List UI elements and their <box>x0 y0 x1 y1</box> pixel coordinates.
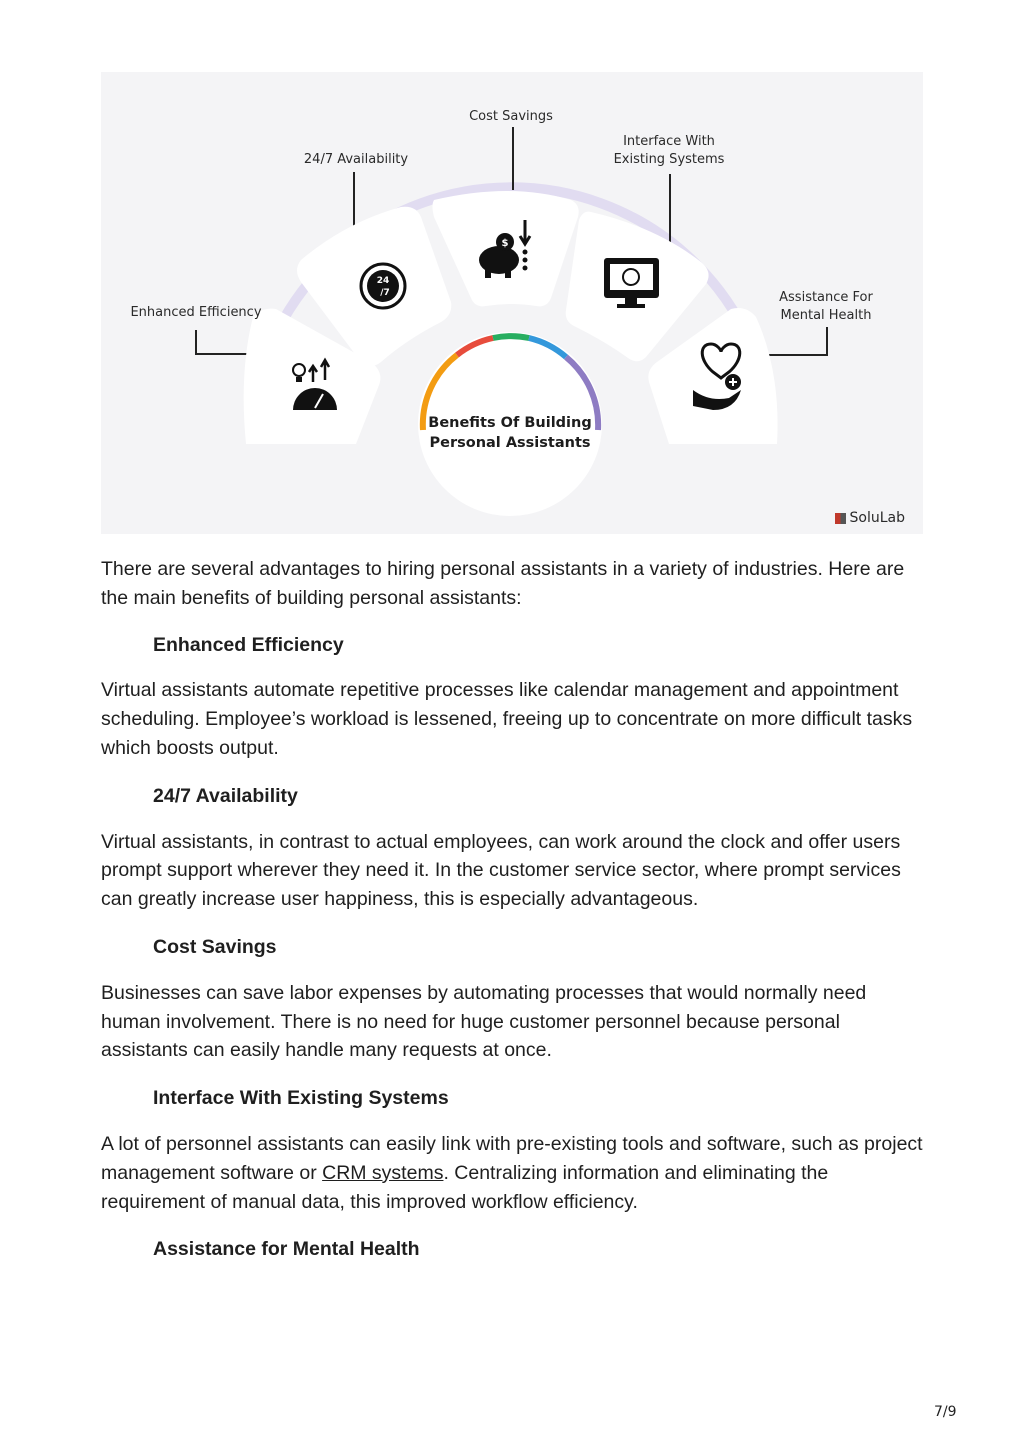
label-mental-health: Assistance For Mental Health <box>779 290 873 323</box>
svg-text:/7: /7 <box>380 288 390 298</box>
heading-cost-savings: Cost Savings <box>153 935 277 958</box>
label-interface: Interface With Existing Systems <box>613 134 725 167</box>
body-interface <box>101 1130 925 1216</box>
brand-logo <box>835 510 905 526</box>
heading-availability: 24/7 Availability <box>153 784 298 807</box>
heading-mental-health: Assistance for Mental Health <box>153 1238 420 1261</box>
svg-text:24: 24 <box>376 276 390 286</box>
body-cost-savings: Businesses can save labor expenses by automating processes that would normally need human involvement. There is no need for huge customer personnel because personal assistants can easily handle many requests at once. <box>101 981 867 1062</box>
clock-icon <box>361 264 405 308</box>
crm-systems-link[interactable]: CRM systems <box>322 1161 444 1184</box>
body-interface-text-2: . Centralizing information and eliminating the requirement of manual data, this improved workflow efficiency. <box>101 1161 829 1213</box>
body-enhanced-efficiency: Virtual assistants automate repetitive processes like calendar management and appointment scheduling. Employee’s workload is lessened, freeing up to concentrate on more difficult tasks which boosts output. <box>101 679 913 759</box>
body-interface-text-1: A lot of personnel assistants can easily link with pre-existing tools and software, such as project management software or <box>101 1132 923 1184</box>
article-body <box>101 555 925 1281</box>
solulab-logo-icon <box>835 513 846 524</box>
arc-green <box>493 336 529 338</box>
body-availability: Virtual assistants, in contrast to actual employees, can work around the clock and offer users prompt support wherever they need it. In the customer service sector, where prompt services can greatly increase user happiness, this is especially advantageous. <box>101 830 901 911</box>
label-cost-savings: Cost Savings <box>469 109 553 124</box>
heading-interface: Interface With Existing Systems <box>153 1087 449 1110</box>
intro-paragraph: There are several advantages to hiring personal assistants in a variety of industries. Here are the main benefits of building personal assistants: <box>101 558 905 609</box>
connector-mental <box>761 327 827 355</box>
svg-text:$: $ <box>501 238 509 249</box>
brand-name: SoluLab <box>849 510 905 526</box>
heading-enhanced-efficiency: Enhanced Efficiency <box>153 633 344 656</box>
label-availability: 24/7 Availability <box>303 152 409 167</box>
label-enhanced-efficiency: Enhanced Efficiency <box>130 305 262 320</box>
center-title: Benefits Of Building Personal Assistants <box>428 415 592 451</box>
benefits-infographic <box>101 72 923 534</box>
page-number: 7/9 <box>934 1404 957 1420</box>
